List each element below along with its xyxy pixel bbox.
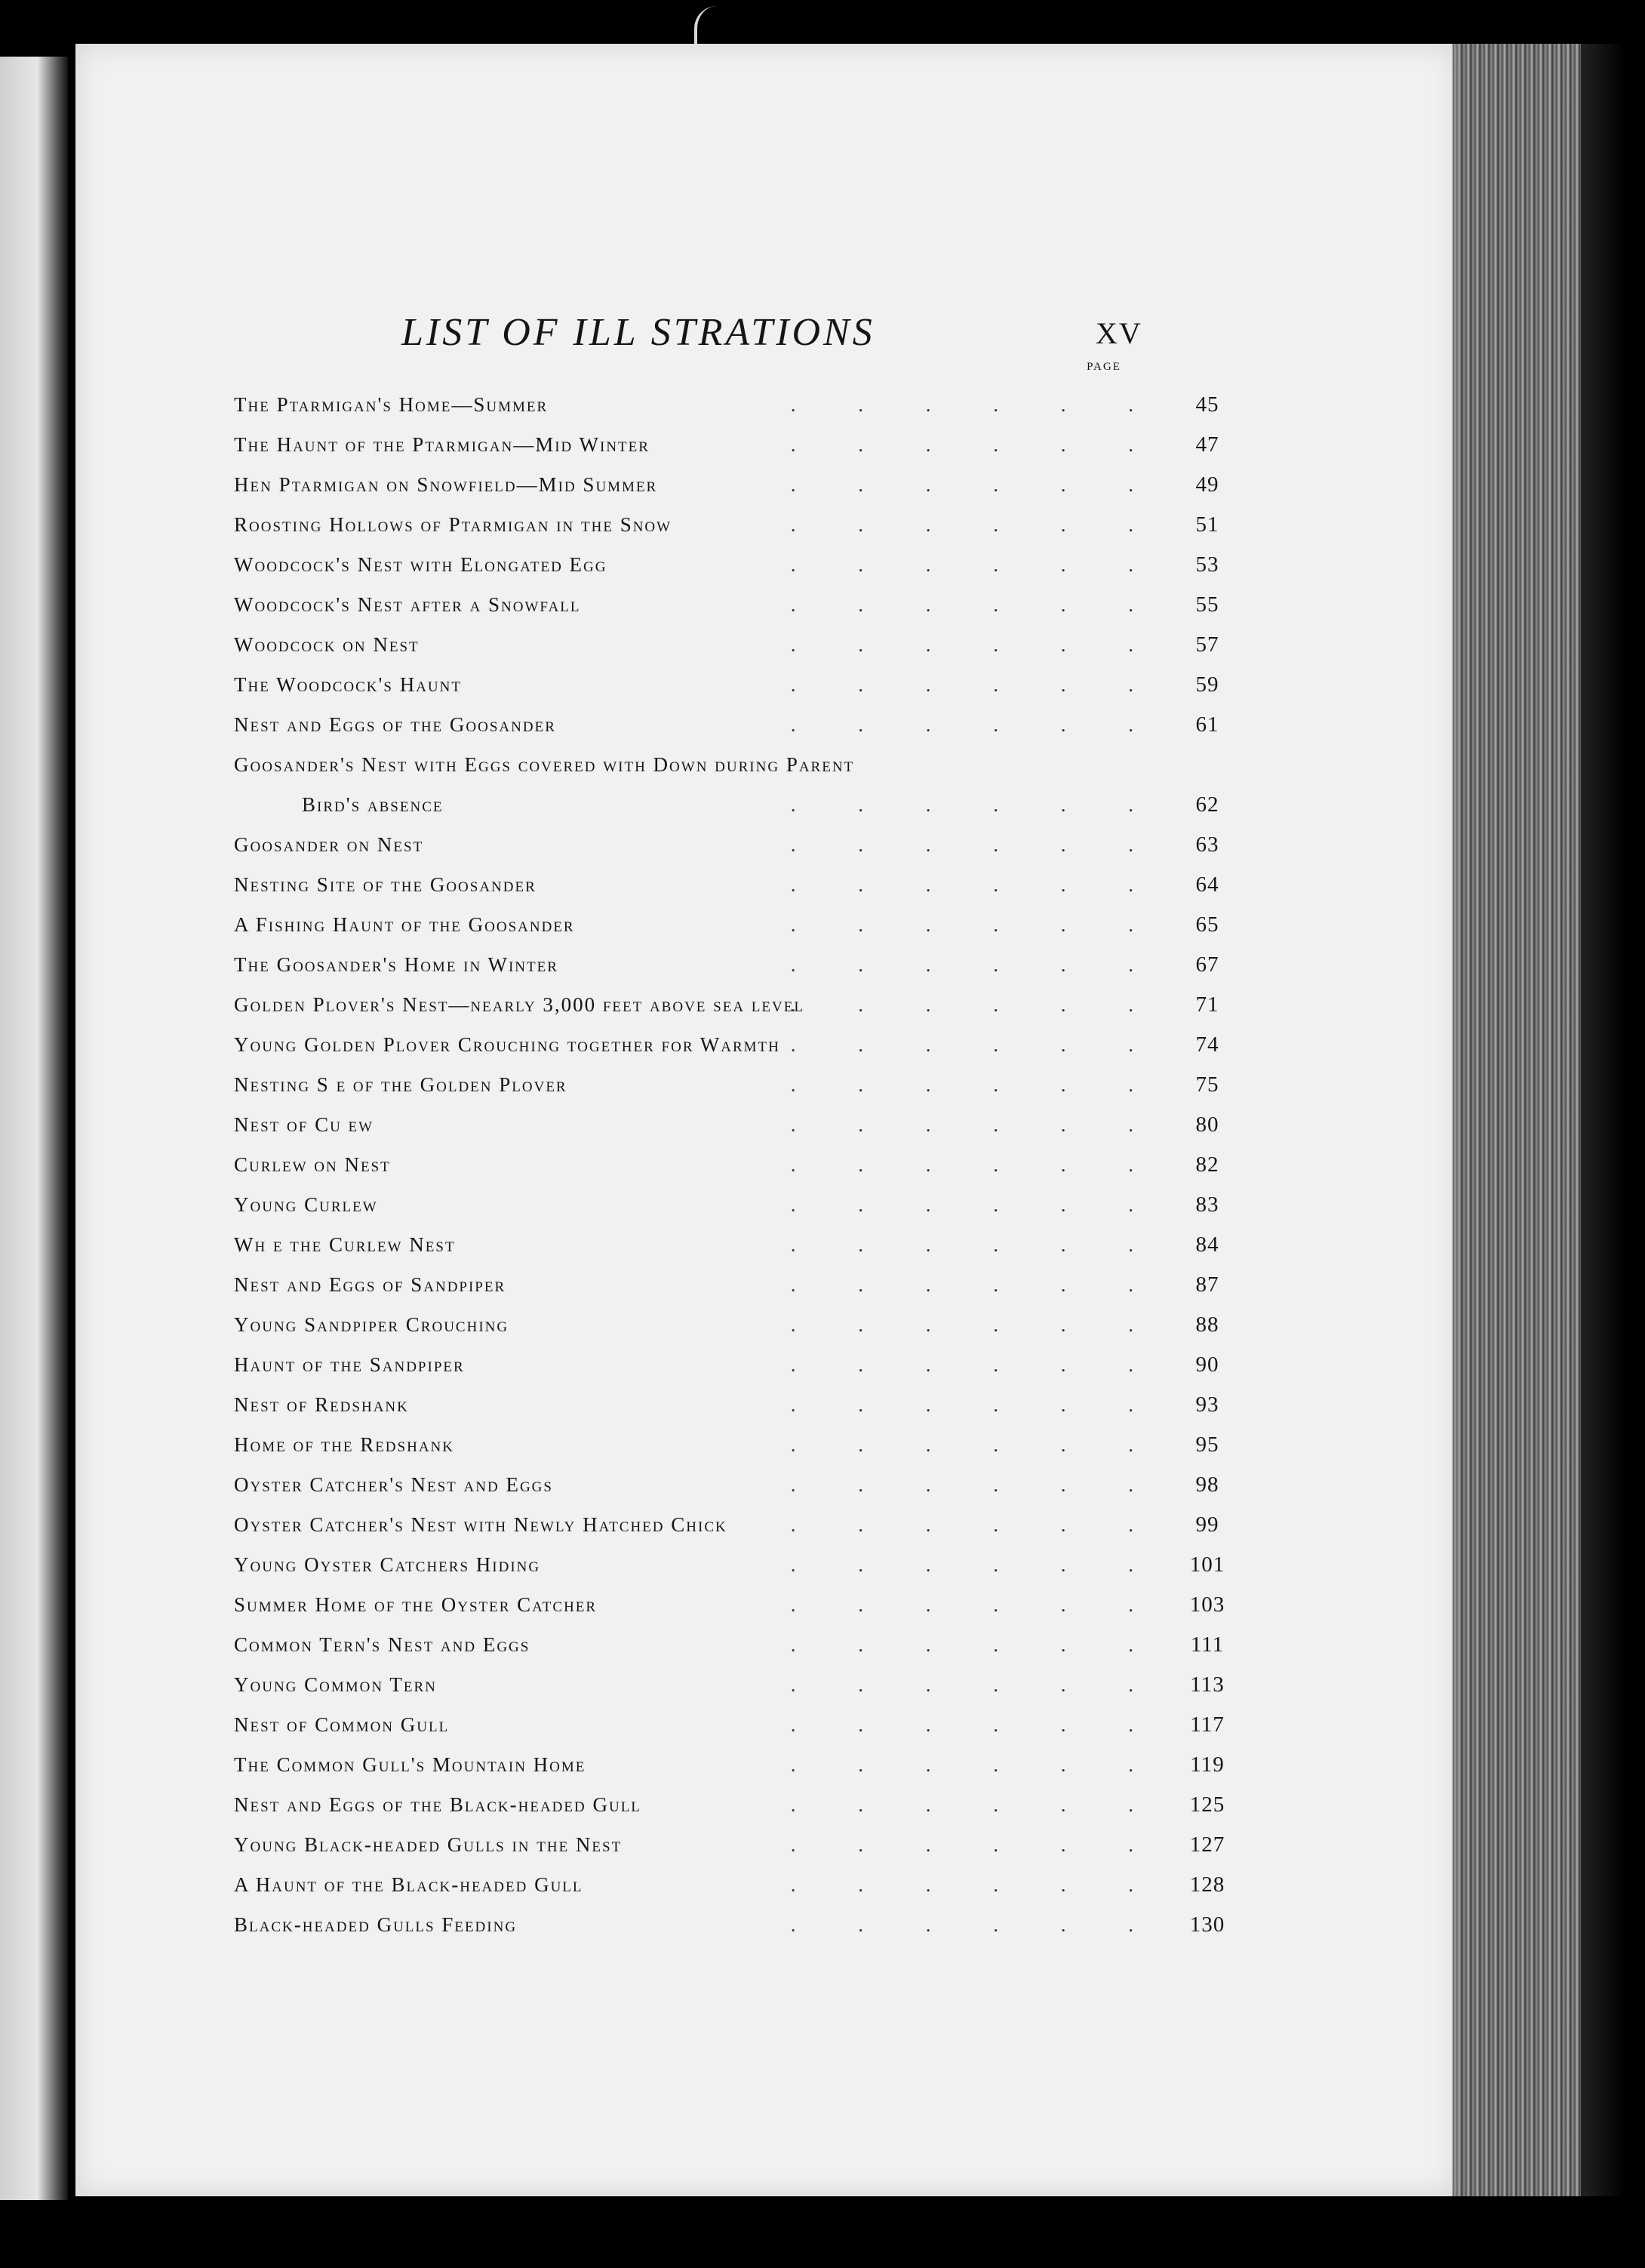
page-reference: 63 [1195,832,1219,857]
illustration-caption: Nest and Eggs of the Goosander [234,713,556,736]
page-reference: 119 [1190,1753,1225,1777]
page-reference: 51 [1195,512,1219,537]
page-reference: 74 [1195,1032,1219,1057]
page-reference: 59 [1195,672,1219,697]
list-item [234,465,1245,505]
dot-leader: . . . . . . [790,633,1162,656]
dot-leader: . . . . . . [790,1553,1162,1576]
dot-leader: . . . . . . [790,1513,1162,1536]
list-item [234,825,1245,865]
illustration-caption: Young Sandpiper Crouching [234,1313,509,1336]
dot-leader: . . . . . . [790,513,1162,536]
list-item [234,1465,1245,1505]
page-reference: 62 [1195,792,1219,817]
list-item [234,1265,1245,1305]
page-reference: 83 [1195,1192,1219,1217]
page-reference: 65 [1195,912,1219,937]
dot-leader: . . . . . . [790,673,1162,696]
illustration-caption: Nest and Eggs of the Black-headed Gull [234,1793,641,1816]
book-page [75,44,1458,2196]
page-reference: 128 [1189,1873,1225,1897]
dot-leader: . . . . . . [790,993,1162,1016]
page-reference: 47 [1195,432,1219,457]
page-reference: 80 [1195,1112,1219,1137]
illustration-caption: Nest of Redshank [234,1393,409,1416]
list-item [234,1345,1245,1385]
dot-leader: . . . . . . [790,1473,1162,1496]
dot-leader: . . . . . . [790,1073,1162,1096]
illustration-caption: Haunt of the Sandpiper [234,1353,465,1376]
dot-leader: . . . . . . [790,1393,1162,1416]
page-reference: 113 [1190,1673,1225,1697]
dot-leader: . . . . . . [790,1873,1162,1896]
dot-leader: . . . . . . [790,393,1162,416]
dot-leader: . . . . . . [790,1033,1162,1056]
facing-page-edge [0,57,68,2200]
illustration-caption: Nest of Common Gull [234,1713,450,1736]
illustration-caption: Woodcock on Nest [234,633,420,656]
page-reference: 125 [1189,1793,1225,1817]
dot-leader: . . . . . . [790,473,1162,496]
illustration-caption: The Woodcock's Haunt [234,673,462,696]
page-reference: 130 [1189,1913,1225,1937]
list-item [234,625,1245,665]
illustration-caption: Nest of Cu ew [234,1113,374,1136]
page-reference: 90 [1195,1352,1219,1377]
page-reference: 75 [1195,1072,1219,1097]
dot-leader: . . . . . . [790,873,1162,896]
list-item [234,1745,1245,1785]
list-item [234,1545,1245,1585]
list-item [234,1225,1245,1265]
illustration-caption: Goosander on Nest [234,833,424,856]
list-item [234,505,1245,545]
illustration-caption: Bird's absence [302,793,444,816]
page-column-label: PAGE [1087,361,1121,373]
page-reference: 64 [1195,872,1219,897]
dot-leader: . . . . . . [790,553,1162,576]
dot-leader: . . . . . . [790,593,1162,616]
page-reference: 84 [1195,1232,1219,1257]
list-item [234,1705,1245,1745]
page-reference: 98 [1195,1473,1219,1497]
illustration-caption: A Haunt of the Black-headed Gull [234,1873,583,1896]
page-reference: 53 [1195,552,1219,577]
dot-leader: . . . . . . [790,1713,1162,1736]
dot-leader: . . . . . . [790,1193,1162,1216]
list-item [234,1425,1245,1465]
page-reference: 61 [1195,712,1219,737]
list-item [234,1145,1245,1185]
dot-leader: . . . . . . [790,1633,1162,1656]
list-item [234,705,1245,745]
illustration-caption: Golden Plover's Nest—nearly 3,000 feet above sea level [234,993,804,1016]
dot-leader: . . . . . . [790,1833,1162,1856]
page-heading [75,306,1458,367]
page-title: LIST OF ILL STRATIONS [401,311,875,354]
list-item [234,1105,1245,1145]
page-reference: 117 [1190,1713,1225,1737]
illustration-caption: Nest and Eggs of Sandpiper [234,1273,506,1296]
page-number: XV [1096,316,1142,350]
illustration-caption: Young Oyster Catchers Hiding [234,1553,541,1576]
page-reference: 45 [1195,392,1219,417]
page-reference: 127 [1189,1833,1225,1857]
dot-leader: . . . . . . [790,833,1162,856]
dot-leader: . . . . . . [790,1273,1162,1296]
dot-leader: . . . . . . [790,1753,1162,1776]
page-reference: 88 [1195,1312,1219,1337]
list-item [234,1505,1245,1545]
list-item [234,1625,1245,1665]
page-reference: 103 [1189,1593,1225,1617]
page-reference: 57 [1195,632,1219,657]
illustration-caption: Goosander's Nest with Eggs covered with Down during Parent [234,753,855,776]
page-reference: 55 [1195,592,1219,617]
list-item [234,385,1245,425]
illustration-caption: The Common Gull's Mountain Home [234,1753,586,1776]
page-reference: 67 [1195,952,1219,977]
list-item [234,1865,1245,1905]
dot-leader: . . . . . . [790,1793,1162,1816]
page-reference: 111 [1190,1633,1225,1657]
illustration-caption: A Fishing Haunt of the Goosander [234,913,575,936]
page-reference: 93 [1195,1392,1219,1417]
illustration-caption: The Goosander's Home in Winter [234,953,558,976]
illustration-caption: Home of the Redshank [234,1433,454,1456]
page-stack-shadow [1581,44,1626,2196]
illustration-caption: Hen Ptarmigan on Snowfield—Mid Summer [234,473,658,496]
illustration-caption: Curlew on Nest [234,1153,391,1176]
list-item [234,1025,1245,1065]
illustration-caption: Young Golden Plover Crouching together for Warmth [234,1033,780,1056]
page-reference: 99 [1195,1513,1219,1537]
dot-leader: . . . . . . [790,1233,1162,1256]
list-item [234,425,1245,465]
dot-leader: . . . . . . [790,1153,1162,1176]
dot-leader: . . . . . . [790,1593,1162,1616]
illustration-caption: The Ptarmigan's Home—Summer [234,393,549,416]
illustration-caption: Roosting Hollows of Ptarmigan in the Snow [234,513,672,536]
page-reference: 82 [1195,1152,1219,1177]
list-item [234,945,1245,985]
illustrations-list [234,385,1245,1945]
illustration-caption: Young Common Tern [234,1673,437,1696]
dot-leader: . . . . . . [790,713,1162,736]
list-item [234,665,1245,705]
list-item [234,1385,1245,1425]
list-item [234,1065,1245,1105]
list-item [234,745,1245,785]
dot-leader: . . . . . . [790,1113,1162,1136]
list-item [234,1585,1245,1625]
dot-leader: . . . . . . [790,953,1162,976]
list-item [234,1305,1245,1345]
illustration-caption: Woodcock's Nest with Elongated Egg [234,553,607,576]
dot-leader: . . . . . . [790,1313,1162,1336]
dot-leader: . . . . . . [790,1673,1162,1696]
page-stack-edges [1453,44,1585,2196]
list-item [234,905,1245,945]
list-item [234,545,1245,585]
illustration-caption: Black-headed Gulls Feeding [234,1913,518,1936]
illustration-caption: The Haunt of the Ptarmigan—Mid Winter [234,433,650,456]
illustration-caption: Young Black-headed Gulls in the Nest [234,1833,623,1856]
illustration-caption: Oyster Catcher's Nest with Newly Hatched Chick [234,1513,727,1536]
list-item [234,1785,1245,1825]
illustration-caption: Common Tern's Nest and Eggs [234,1633,530,1656]
dot-leader: . . . . . . [790,1433,1162,1456]
dot-leader: . . . . . . [790,1913,1162,1936]
page-reference: 49 [1195,472,1219,497]
list-item [234,1185,1245,1225]
list-item [234,985,1245,1025]
list-item [234,1665,1245,1705]
illustration-caption: Wh e the Curlew Nest [234,1233,456,1256]
page-reference: 95 [1195,1433,1219,1457]
list-item [234,785,1245,825]
dot-leader: . . . . . . [790,793,1162,816]
page-reference: 71 [1195,992,1219,1017]
illustration-caption: Nesting Site of the Goosander [234,873,537,896]
list-item [234,585,1245,625]
list-item [234,1905,1245,1945]
illustration-caption: Young Curlew [234,1193,378,1216]
illustration-caption: Woodcock's Nest after a Snowfall [234,593,581,616]
list-item [234,865,1245,905]
illustration-caption: Nesting S e of the Golden Plover [234,1073,567,1096]
illustration-caption: Summer Home of the Oyster Catcher [234,1593,598,1616]
dot-leader: . . . . . . [790,913,1162,936]
illustration-caption: Oyster Catcher's Nest and Eggs [234,1473,553,1496]
page-reference: 87 [1195,1272,1219,1297]
dot-leader: . . . . . . [790,433,1162,456]
list-item [234,1825,1245,1865]
dot-leader: . . . . . . [790,1353,1162,1376]
page-reference: 101 [1189,1553,1225,1577]
